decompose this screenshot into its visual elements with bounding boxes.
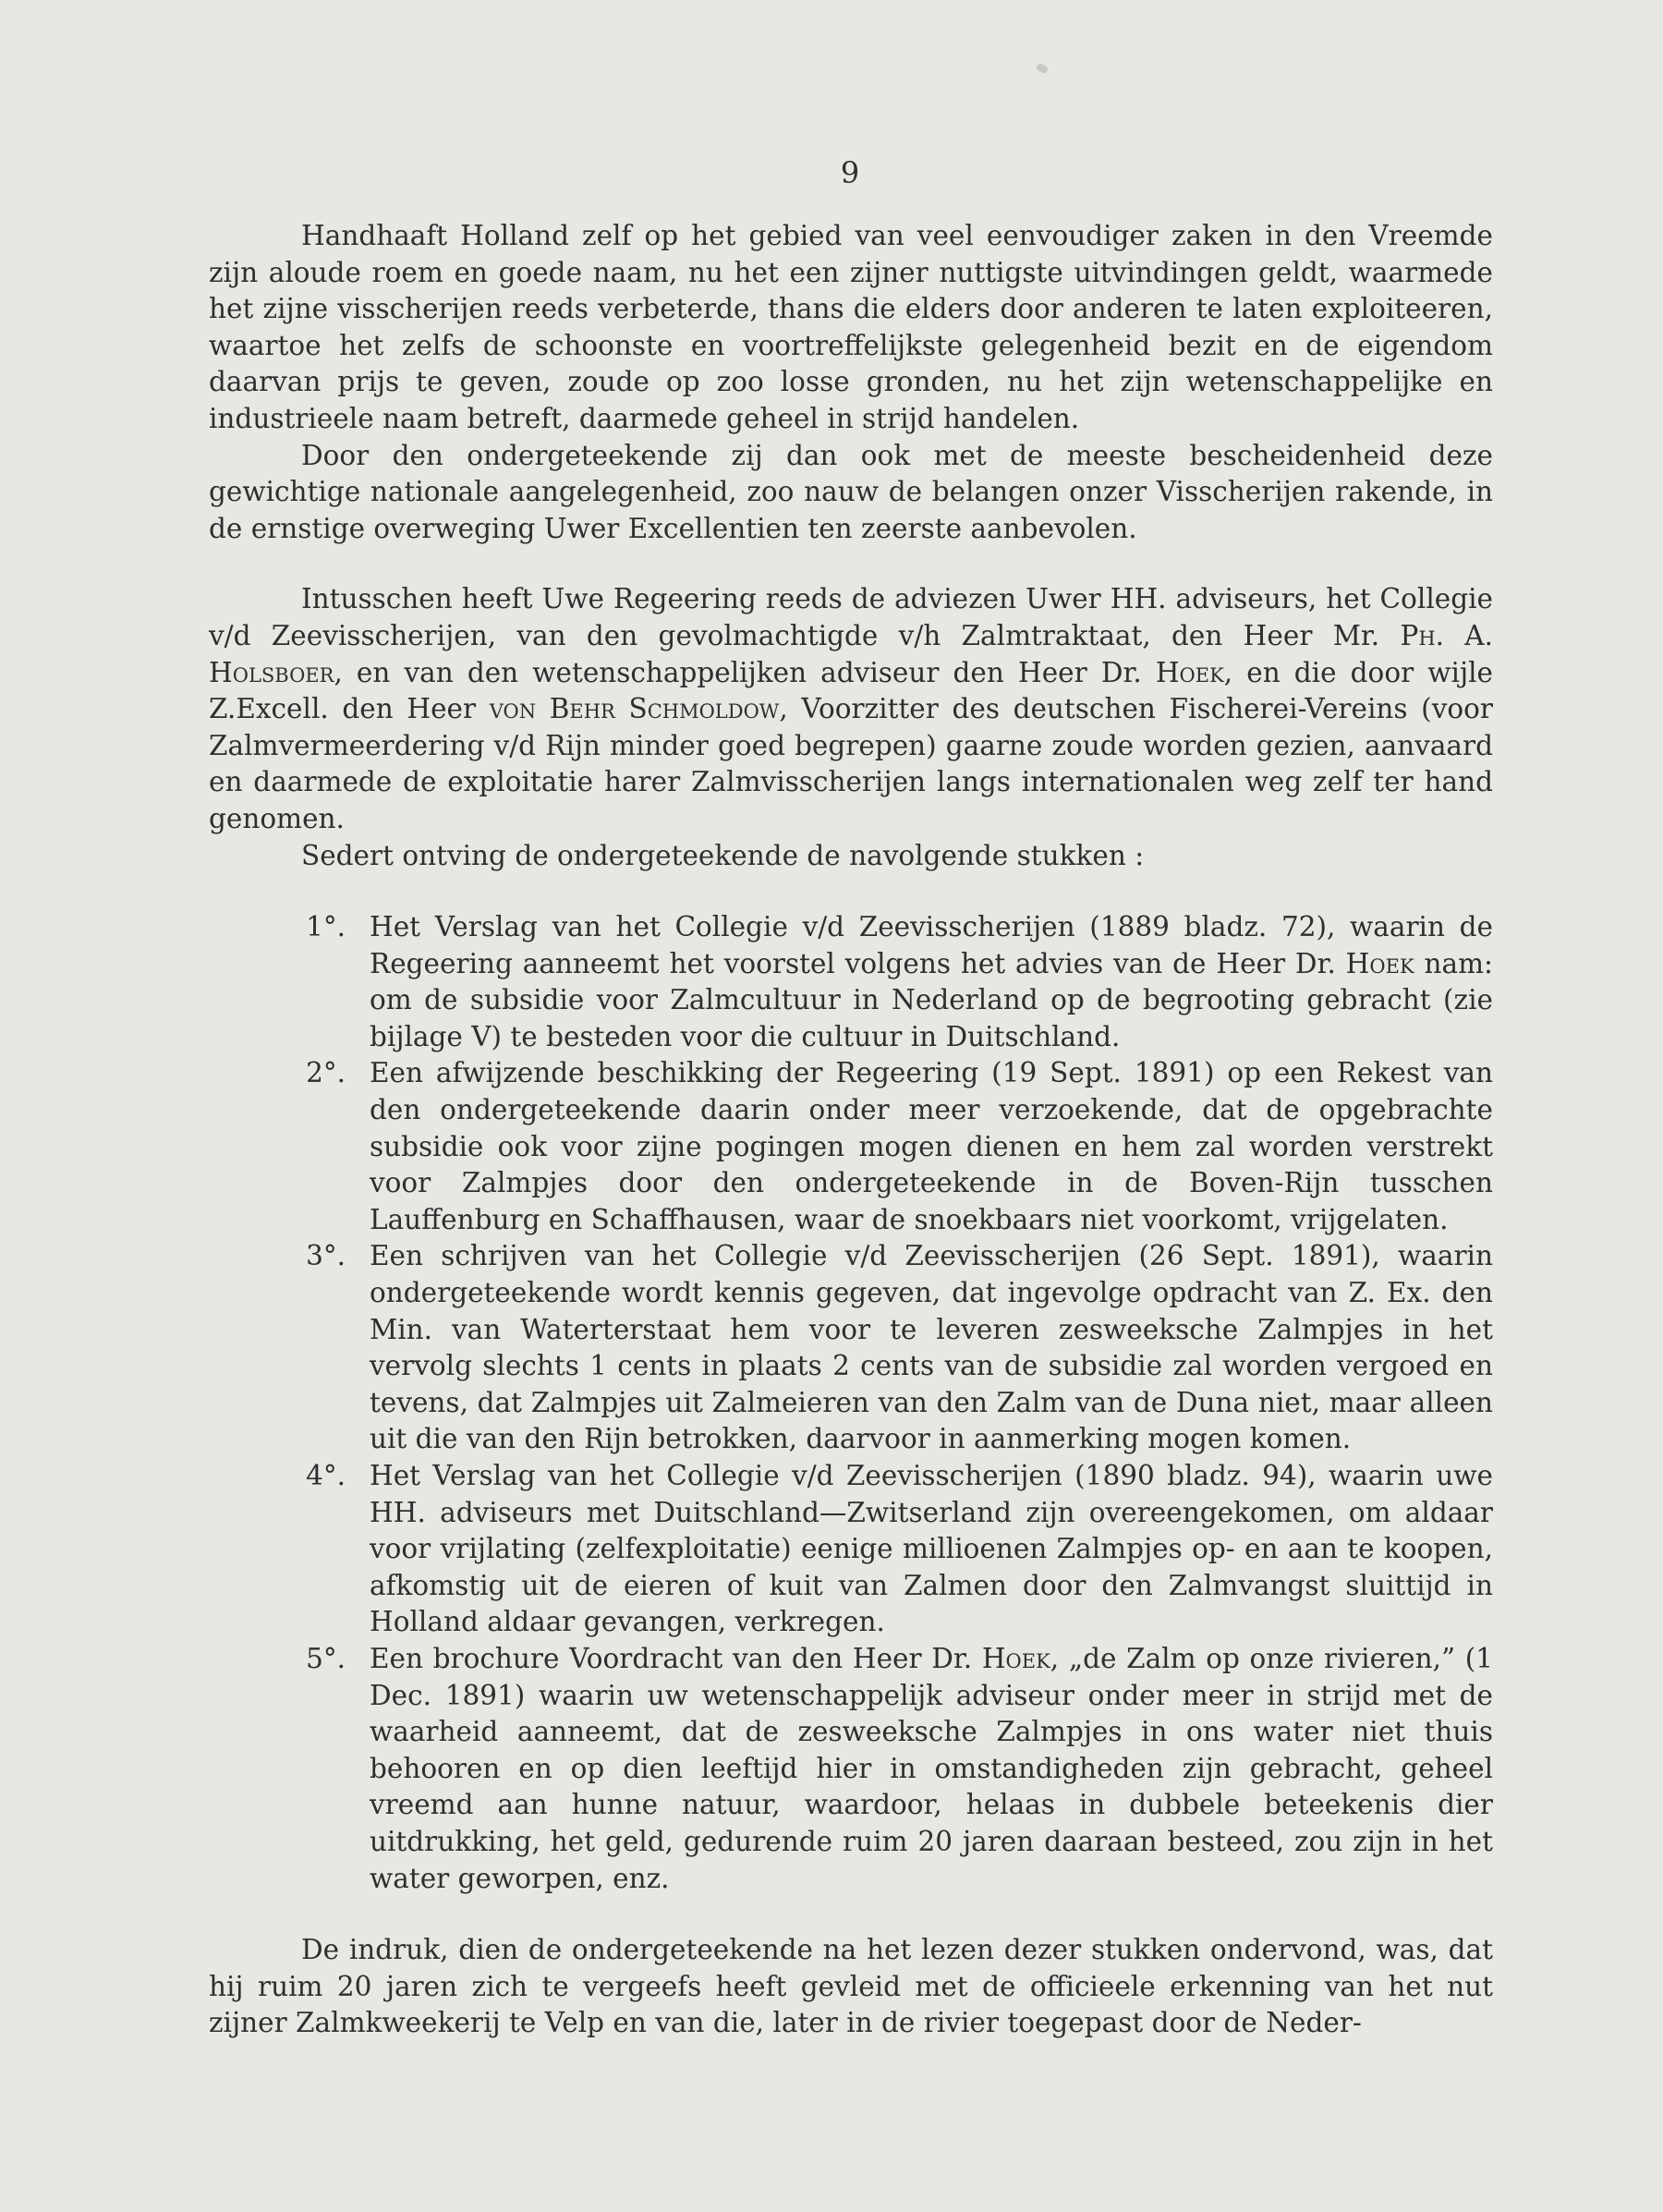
enumerated-list [209, 909, 1493, 1897]
paragraph-3-text-b: , en van den wetenschappelijken adviseur den Heer Dr. [334, 656, 1156, 688]
list-item [209, 1055, 1493, 1238]
list-item-text-a: Het Verslag van het Collegie v/d Zeevisscherijen (1889 bladz. 72), waarin de Regeering aanneemt het voorstel volgens het advies van de Heer Dr. [370, 911, 1493, 979]
paragraph-2: Door den ondergeteekende zij dan ook met de meeste bescheidenheid deze gewichtige nationale aangelegenheid, zoo nauw de belangen onzer Visscherijen rakende, in de ernstige overweging Uwer Excellentien ten zeerste aanbevolen. [209, 439, 1493, 544]
list-item-number: 2°. [306, 1057, 346, 1089]
paragraph-3-text-d: , Voorzitter des deutschen Fischerei-Vereins (voor Zalmvermeerdering v/d Rijn minder goed begrepen) gaarne zoude worden gezien, aanvaard en daarmede de exploitatie harer Zalmvisscherijen langs internationalen weg zelf ter hand genomen. [209, 693, 1493, 834]
paragraph-3-text-a: Intusschen heeft Uwe Regeering reeds de adviezen Uwer HH. adviseurs, het Collegie v/d Zeevisscherijen, van den gevolmachtigde v/h Zalmtraktaat, den Heer Mr. [209, 583, 1493, 651]
list-item [209, 909, 1493, 1055]
person-name-hoek: Hoek [1345, 947, 1414, 979]
list-item-number: 5°. [306, 1642, 346, 1674]
list-item-text-b: nam: om de subsidie voor Zalmcultuur in Nederland op de begrooting gebracht (zie bijlage V) te besteden voor die cultuur in Duitschland. [370, 947, 1493, 1052]
list-item-text: Een schrijven van het Collegie v/d Zeevisscherijen (26 Sept. 1891), waarin ondergeteekende wordt kennis gegeven, dat ingevolge opdracht van Z. Ex. den Min. van Waterterstaat hem voor te leveren zesweeksche Zalmpjes in het vervolg slechts 1 cents in plaats 2 cents van de subsidie zal worden vergoed en tevens, dat Zalmpjes uit Zalmeieren van den Zalm van de Duna niet, maar alleen uit die van den Rijn betrokken, daarvoor in aanmerking mogen komen. [370, 1240, 1493, 1455]
page-number: 9 [840, 155, 860, 190]
list-item [209, 1641, 1493, 1897]
paragraph-4: Sedert ontving de ondergeteekende de navolgende stukken : [301, 839, 1145, 871]
paragraph-5: De indruk, dien de ondergeteekende na het lezen dezer stukken ondervond, was, dat hij ruim 20 jaren zich te vergeefs heeft gevleid met de officieele erkenning van het nut zijner Zalmkweekerij te Velp en van die, later in de rivier toegepast door de Neder- [209, 1934, 1493, 2039]
paragraph-3 [209, 581, 1493, 837]
person-name-hoek: Hoek [1155, 656, 1224, 688]
paragraph-1: Handhaaft Holland zelf op het gebied van veel eenvoudiger zaken in den Vreemde zijn aloude roem en goede naam, nu het een zijner nuttigste uitvindingen geldt, waarmede het zijne visscherijen reeds verbeterde, thans die elders door anderen te laten exploiteeren, waartoe het zelfs de schoonste en voortreffelijkste gelegenheid bezit en de eigendom daarvan prijs te geven, zoude op zoo losse gronden, nu het zijn wetenschappelijke en industrieele naam betreft, daarmede geheel in strijd handelen. [209, 220, 1493, 434]
person-name-von-behr-schmoldow: von Behr Schmoldow [489, 693, 780, 725]
person-name-hoek: Hoek [981, 1642, 1050, 1674]
paragraph-3-text-c: , en die door wijle Z.Excell. den Heer [209, 656, 1493, 725]
print-mark [1036, 63, 1049, 75]
list-item-number: 1°. [306, 911, 346, 943]
list-item-text-a: Een brochure Voordracht van den Heer Dr. [370, 1642, 982, 1674]
list-item-number: 4°. [306, 1460, 346, 1491]
list-item-number: 3°. [306, 1240, 346, 1272]
list-item-text [370, 1641, 1493, 1897]
list-item [209, 1238, 1493, 1458]
list-item-text: Een afwijzende beschikking der Regeering (19 Sept. 1891) op een Rekest van den ondergeteekende daarin onder meer verzoekende, dat de opgebrachte subsidie ook voor zijne pogingen mogen dienen en hem zal worden verstrekt voor Zalmpjes door den ondergeteekende in de Boven-Rijn tusschen Lauffenburg en Schaffhausen, waar de snoekbaars niet voorkomt, vrijgelaten. [370, 1057, 1493, 1235]
list-item-text: Het Verslag van het Collegie v/d Zeevisscherijen (1890 bladz. 94), waarin uwe HH. adviseurs met Duitschland—Zwitserland zijn overeengekomen, om aldaar voor vrijlating (zelfexploitatie) eenige millioenen Zalmpjes op- en aan te koopen, afkomstig uit de eieren of kuit van Zalmen door den Zalmvangst sluittijd in Holland aldaar gevangen, verkregen. [370, 1460, 1493, 1638]
person-name-holsboer: Ph. A. Holsboer [209, 619, 1493, 688]
list-item-text [370, 909, 1493, 1055]
list-item [209, 1458, 1493, 1641]
list-item-text-b: , „de Zalm op onze rivieren,” (1 Dec. 1891) waarin uw wetenschappelijk adviseur onder meer in strijd met de waarheid aanneemt, dat de zesweeksche Zalmpjes in ons water niet thuis behooren en op dien leeftijd hier in omstandigheden zijn gebracht, geheel vreemd aan hunne natuur, waardoor, helaas in dubbele beteekenis dier uitdrukking, het geld, gedurende ruim 20 jaren daaraan besteed, zou zijn in het water geworpen, enz. [370, 1642, 1494, 1894]
body-text [209, 218, 1493, 2042]
